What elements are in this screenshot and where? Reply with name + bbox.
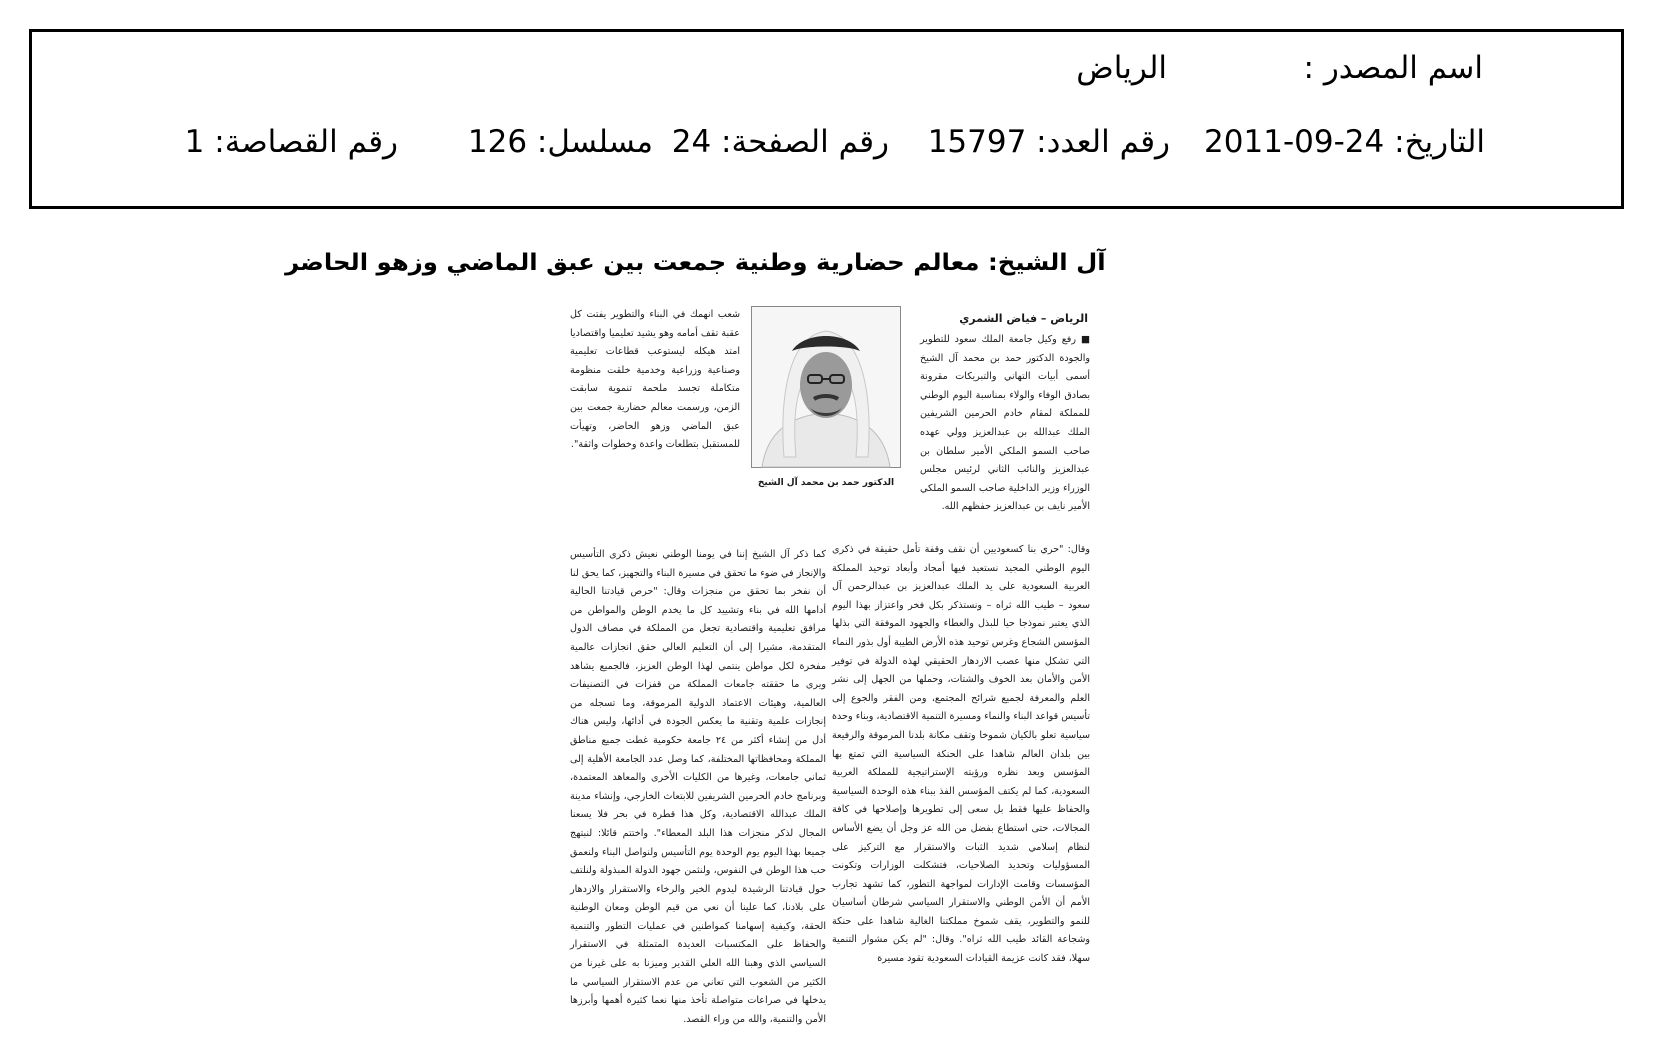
date-field: التاريخ: 24-09-2011: [1204, 124, 1485, 160]
serial-number: مسلسل: 126: [467, 124, 653, 160]
article-column-right-top: ■ رفع وكيل جامعة الملك سعود للتطوير والجودة الدكتور حمد بن محمد آل الشيخ أسمى أبيات التهاني والتبريكات مقرونة بصادق الوفاء والولاء بمناسبة اليوم الوطني للمملكة لمقام خادم الحرمين الشريفين الملك عبدالله بن عبدالعزيز وولي عهده صاحب السمو الملكي الأمير سلطان بن عبدالعزيز والنائب الثاني لرئيس مجلس الوزراء وزير الداخلية صاحب السمو الملكي الأمير نايف بن عبدالعزيز حفظهم الله.: [920, 334, 1090, 513]
article-headline: آل الشيخ: معالم حضارية وطنية جمعت بين عبق الماضي وزهو الحاضر: [285, 250, 1106, 276]
source-value: الرياض: [1076, 50, 1167, 86]
article-byline: الرياض – فياض الشمري: [959, 312, 1088, 325]
author-photo-block: [746, 306, 906, 514]
clip-number: رقم القصاصة: 1: [184, 124, 398, 160]
photo-caption: الدكتور حمد بن محمد آل الشيخ: [757, 478, 895, 488]
issue-number: رقم العدد: 15797: [927, 124, 1170, 160]
article-column-left-bottom: كما ذكر آل الشيخ إننا في يومنا الوطني نعيش ذكرى التأسيس والإنجاز في ضوء ما تحقق في مسيرة البناء والتجهيز، كما يحق لنا أن نفخر بما تحقق من منجزات وقال: "حرص قيادتنا الحالية أدامها الله في بناء وتشييد كل ما يخدم الوطن والمواطن من مرافق تعليمية واقتصادية تجعل من المملكة في مصاف الدول المتقدمة، مشيرا إلى أن التعليم العالي حقق انجازات عالمية مفخرة لكل مواطن ينتمي لهذا الوطن العزيز، فالجميع يشاهد ويرى ما حققته جامعات المملكة من قفزات في التصنيفات العالمية، وهيئات الاعتماد الدولية المرموقة، وما تسجله من إنجازات علمية وتقنية ما يعكس الجودة في أدائها، وليس هناك أدل من إنشاء أكثر من ٢٤ جامعة حكومية غطت جميع مناطق المملكة ومحافظاتها المختلفة، كما وصل عدد الجامعة الأهلية إلى ثماني جامعات، وغيرها من الكليات الأخرى والمعاهد المعتمدة، وبرنامج خادم الحرمين الشريفين للابتعاث الخارجي، وإنشاء مدينة الملك عبدالله الاقتصادية، وكل هذا قطرة في بحر فلا يسعنا المجال لذكر منجزات هذا البلد المعطاء". واختتم قائلا: لنبتهج جميعا بهذا اليوم يوم الوحدة يوم التأسيس ولنواصل البناء ولنعمق حب هذا الوطن في النفوس، ولنثمن جهود الدولة المبذولة ولنلتف حول قيادتنا الرشيدة ليدوم الخير والرخاء والاستقرار والازدهار على بلادنا، كما علينا أن نعي من قيم الوطن ومعان الوطنية الحقة، وكيفية إسهامنا كمواطنين في عمليات التطور والتنمية والحفاظ على المكتسبات العديدة المتمثلة في الاستقرار السياسي الذي وهبنا الله العلي القدير وميزنا به على غيرنا من الكثير من الشعوب التي تعاني من عدم الاستقرار السياسي ما يدخلها في صراعات متواصلة تأخذ منها نعما كثيرة أهمها وأبرزها الأمن والتنمية، والله من وراء القصد.: [570, 549, 826, 1025]
newspaper-clipping: [285, 248, 1106, 1025]
source-label: اسم المصدر :: [1303, 50, 1483, 86]
page-number: رقم الصفحة: 24: [671, 124, 889, 160]
article-column-left-top: شعب انهمك في البناء والتطوير يفتت كل عقبة تقف أمامه وهو يشيد تعليميا واقتصاديا امتد هيكله ليستوعب قطاعات تعليمية وصناعية وزراعية وخدمية خلقت منظومة متكاملة تجسد ملحمة تنموية سابقت الزمن، ورسمت معالم حضارية جمعت بين عبق الماضي وزهو الحاضر، وتهيأت للمستقبل بتطلعات واعدة وخطوات واثقة".: [570, 309, 740, 451]
portrait-illustration: [752, 307, 900, 467]
author-photo: [751, 306, 901, 468]
article-column-right-bottom: وقال: "حري بنا كسعوديين أن نقف وقفة تأمل حقيقة في ذكرى اليوم الوطني المجيد نستعيد فيها أمجاد وأبعاد توحيد المملكة العربية السعودية على يد الملك عبدالعزيز بن عبدالرحمن آل سعود – طيب الله ثراه – ونستذكر بكل فخر واعتزاز بهذا اليوم الذي يعتبر نموذجا حيا للبذل والعطاء والجهود الموفقة التي بذلها المؤسس الشجاع وغرس توحيد هذه الأرض الطيبة أول بذور النماء التي تشكل منها عصب الازدهار الحقيقي لهذه الدولة في توفير الأمن والأمان بعد الخوف والشتات، وحملها من الجهل إلى نشر العلم والمعرفة لجميع شرائح المجتمع، ومن الفقر والجوع إلى تأسيس قواعد البناء والنماء ومسيرة التنمية الاقتصادية، وبناء وحدة سياسية تعلو بالكيان شموخا وتقف مكانة بلدنا المرموقة والرفيعة بين بلدان العالم شاهدا على الحنكة السياسية التي تمتع بها المؤسس وبعد نظره ورؤيته الإستراتيجية للمملكة العربية السعودية، كما لم يكتف المؤسس الفذ ببناء هذه الوحدة السياسية والحفاظ عليها فقط بل سعى إلى تطويرها وإصلاحها في كافة المجالات، حتى استطاع بفضل من الله عز وجل أن يضع الأساس لنظام إسلامي شديد الثبات والاستقرار مع التركيز على المسؤوليات وتحديد الصلاحيات، فتشكلت الوزارات وتكونت المؤسسات وقامت الإدارات لمواجهة التطور، كما تشهد تجارب الأمم أن الأمن الوطني والاستقرار السياسي شرطان أساسيان للنمو والتطوير، يقف شموخ مملكتنا الغالية شاهدا على حنكة وشجاعة القائد طيب الله ثراه". وقال: "لم يكن مشوار التنمية سهلا، فقد كانت عزيمة القيادات السعودية تقود مسيرة: [832, 544, 1090, 965]
